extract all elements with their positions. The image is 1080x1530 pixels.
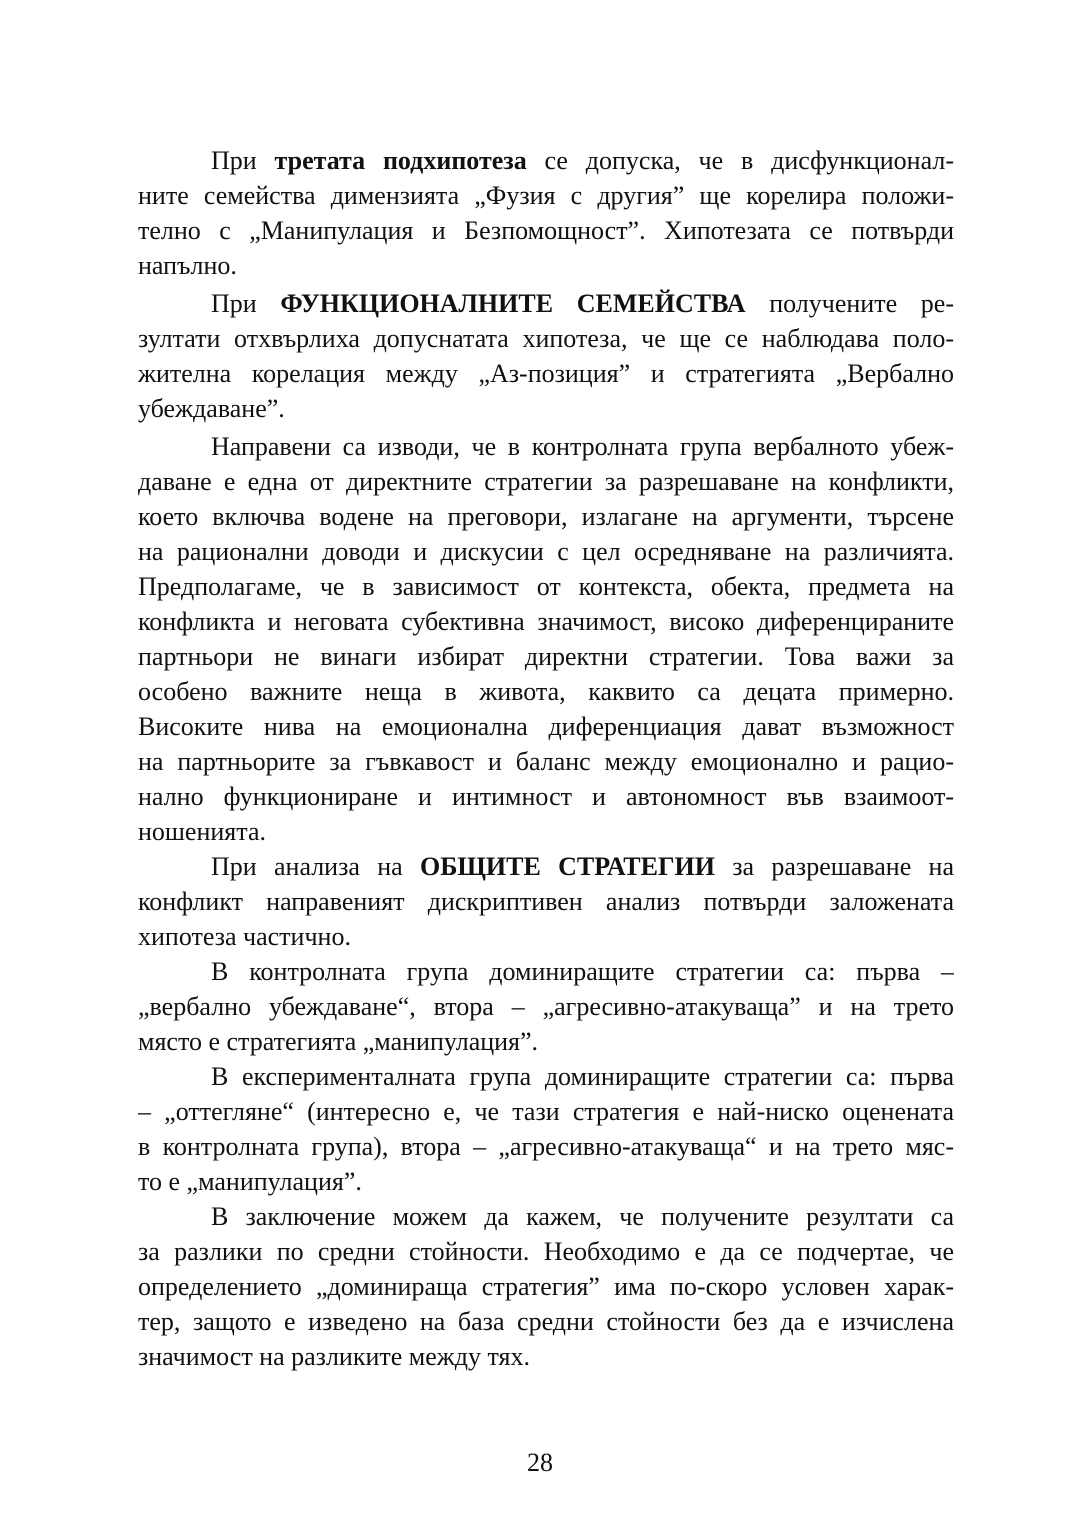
paragraph [138, 954, 954, 1059]
text-run: Направени са изводи, че в контролната група вербалното убеж- [211, 432, 954, 461]
text-line [138, 989, 954, 1024]
text-run: В експерименталната група доминиращите стратегии са: първа [211, 1062, 954, 1091]
text-line [138, 1129, 954, 1164]
text-run: хипотеза частично. [138, 922, 351, 951]
text-line [138, 954, 954, 989]
text-line [138, 1234, 954, 1269]
paragraph [138, 286, 954, 426]
text-run: ните семейства димензията „Фузия с другия” ще корелира положи- [138, 181, 954, 210]
text-line [138, 849, 954, 884]
bold-text: третата подхипотеза [274, 146, 527, 175]
text-run: При анализа на [211, 852, 420, 881]
text-run: даване е една от директните стратегии за разрешаване на конфликти, [138, 467, 954, 496]
text-run: място е стратегията „манипулация”. [138, 1027, 539, 1056]
text-line [138, 464, 954, 499]
text-line [138, 884, 954, 919]
text-line [138, 1304, 954, 1339]
text-line [138, 569, 954, 604]
text-line [138, 213, 954, 248]
text-run: значимост на разликите между тях. [138, 1342, 530, 1371]
text-line [138, 1094, 954, 1129]
text-line [138, 248, 954, 283]
text-run: особено важните неща в живота, каквито са децата примерно. [138, 677, 954, 706]
text-run: телно с „Манипулация и Безпомощност”. Хипотезата се потвърди [138, 216, 954, 245]
text-run: тер, защото е изведено на база средни стойности без да е изчислена [138, 1307, 954, 1336]
text-line [138, 709, 954, 744]
text-run: за разрешаване на [714, 852, 954, 881]
text-run: на рационални доводи и дискусии с цел осредняване на различията. [138, 537, 954, 566]
text-run: Високите нива на емоционална диференциация дават възможност [138, 712, 954, 741]
text-line [138, 1059, 954, 1094]
text-run: за разлики по средни стойности. Необходимо е да се подчертае, че [138, 1237, 954, 1266]
text-run: се допуска, че в дисфункционал- [526, 146, 954, 175]
text-run: При [211, 146, 275, 175]
text-run: нално функциониране и интимност и автономност във взаимоот- [138, 782, 954, 811]
text-run: получените ре- [745, 289, 954, 318]
text-line [138, 286, 954, 321]
text-line [138, 674, 954, 709]
text-line [138, 1199, 954, 1234]
text-run: напълно. [138, 251, 237, 280]
paragraph [138, 849, 954, 954]
text-run: конфликта и неговата субективна значимост, високо диференцираните [138, 607, 954, 636]
text-run: в контролната група), втора – „агресивно-атакуваща“ и на трето мяс- [138, 1132, 954, 1161]
text-run: на партньорите за гъвкавост и баланс между емоционално и рацио- [138, 747, 954, 776]
text-run: зултати отхвърлиха допуснатата хипотеза, че ще се наблюдава поло- [138, 324, 954, 353]
text-line [138, 321, 954, 356]
text-line [138, 499, 954, 534]
text-line [138, 639, 954, 674]
text-line [138, 919, 954, 954]
text-line [138, 429, 954, 464]
paragraph [138, 429, 954, 849]
text-line [138, 143, 954, 178]
text-run: ношенията. [138, 817, 266, 846]
text-line [138, 744, 954, 779]
text-line [138, 1269, 954, 1304]
text-line [138, 1164, 954, 1199]
text-line [138, 1024, 954, 1059]
text-run: то е „манипулация”. [138, 1167, 362, 1196]
text-line [138, 534, 954, 569]
paragraph [138, 143, 954, 283]
bold-text: ОБЩИТЕ СТРАТЕГИИ [419, 852, 715, 881]
text-line [138, 1339, 954, 1374]
text-run: При [211, 289, 281, 318]
text-line [138, 604, 954, 639]
text-line [138, 356, 954, 391]
text-run: партньори не винаги избират директни стратегии. Това важи за [138, 642, 954, 671]
text-run: жителна корелация между „Аз-позиция” и стратегията „Вербално [138, 359, 954, 388]
text-run: определението „доминираща стратегия” има по-скоро условен харак- [138, 1272, 954, 1301]
text-line [138, 814, 954, 849]
paragraph [138, 1059, 954, 1199]
text-line [138, 178, 954, 213]
text-run: което включва водене на преговори, излагане на аргументи, търсене [138, 502, 954, 531]
text-line [138, 779, 954, 814]
text-run: В контролната група доминиращите стратегии са: първа – [211, 957, 954, 986]
page-number: 28 [527, 1448, 553, 1477]
text-run: „вербално убеждаване“, втора – „агресивно-атакуваща” и на трето [138, 992, 954, 1021]
text-run: конфликт направеният дискриптивен анализ потвърди заложената [138, 887, 954, 916]
text-run: В заключение можем да кажем, че получените резултати са [211, 1202, 954, 1231]
text-run: Предполагаме, че в зависимост от контекста, обекта, предмета на [138, 572, 954, 601]
bold-text: ФУНКЦИОНАЛНИТЕ СЕМЕЙСТВА [280, 289, 746, 318]
text-run: – „оттегляне“ (интересно е, че тази стратегия е най-ниско оценената [138, 1097, 954, 1126]
text-line [138, 391, 954, 426]
text-run: убеждаване”. [138, 394, 285, 423]
paragraph [138, 1199, 954, 1374]
